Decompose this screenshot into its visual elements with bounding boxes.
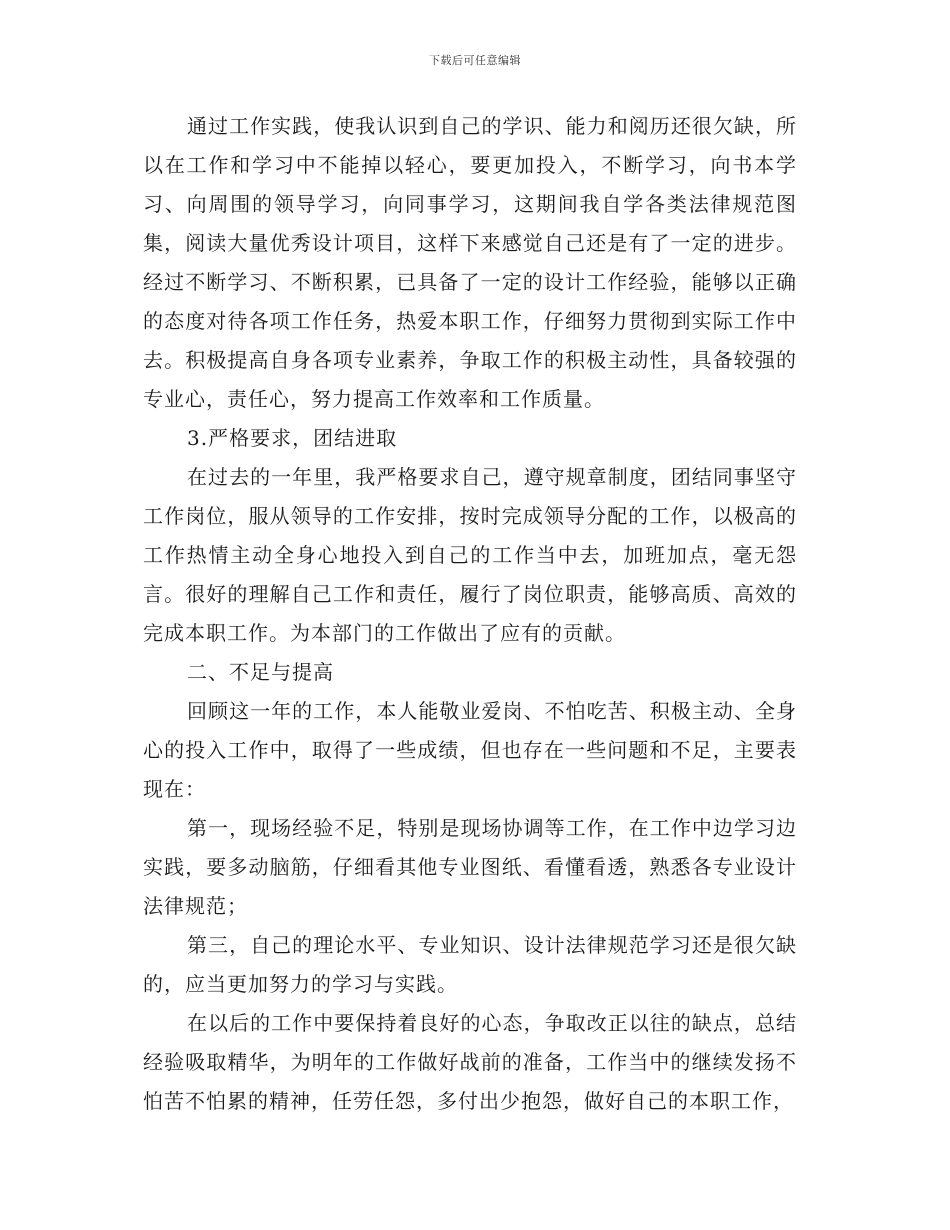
paragraph-review: 回顾这一年的工作，本人能敬业爱岗、不怕吃苦、积极主动、全身心的投入工作中，取得了一些成绩，但也存在一些问题和不足，主要表现在： bbox=[143, 699, 797, 801]
paragraph-third-point: 第三，自己的理论水平、专业知识、设计法律规范学习还是很欠缺的，应当更加努力的学习与实践。 bbox=[143, 933, 797, 996]
page-header: 下载后可任意编辑 bbox=[429, 54, 521, 67]
paragraph-first-point: 第一，现场经验不足，特别是现场协调等工作，在工作中边学习边实践，要多动脑筋，仔细看其他专业图纸、看懂看透，熟悉各专业设计法律规范； bbox=[143, 816, 797, 918]
heading-strict-requirements: 3.严格要求，团结进取 bbox=[187, 426, 398, 450]
paragraph-past-year: 在过去的一年里，我严格要求自己，遵守规章制度，团结同事坚守工作岗位，服从领导的工作安排，按时完成领导分配的工作，以极高的工作热情主动全身心地投入到自己的工作当中去，加班加点，毫无怨言。很好的理解自己工作和责任，履行了岗位职责，能够高质、高效的完成本职工作。为本部门的工作做出了应有的贡献。 bbox=[143, 465, 797, 645]
heading-shortcomings: 二、不足与提高 bbox=[187, 660, 334, 684]
paragraph-work-practice: 通过工作实践，使我认识到自己的学识、能力和阅历还很欠缺，所以在工作和学习中不能掉以轻心，要更加投入，不断学习，向书本学习、向周围的领导学习，向同事学习，这期间我自学各类法律规范图集，阅读大量优秀设计项目，这样下来感觉自己还是有了一定的进步。经过不断学习、不断积累，已具备了一定的设计工作经验，能够以正确的态度对待各项工作任务，热爱本职工作，仔细努力贯彻到实际工作中去。积极提高自身各项专业素养，争取工作的积极主动性，具备较强的专业心，责任心，努力提高工作效率和工作质量。 bbox=[143, 114, 797, 411]
paragraph-future-work: 在以后的工作中要保持着良好的心态，争取改正以往的缺点，总结经验吸取精华，为明年的工作做好战前的准备，工作当中的继续发扬不怕苦不怕累的精神，任劳任怨，多付出少抱怨，做好自己的本职工作， bbox=[143, 1011, 797, 1113]
document-body bbox=[143, 107, 797, 1121]
